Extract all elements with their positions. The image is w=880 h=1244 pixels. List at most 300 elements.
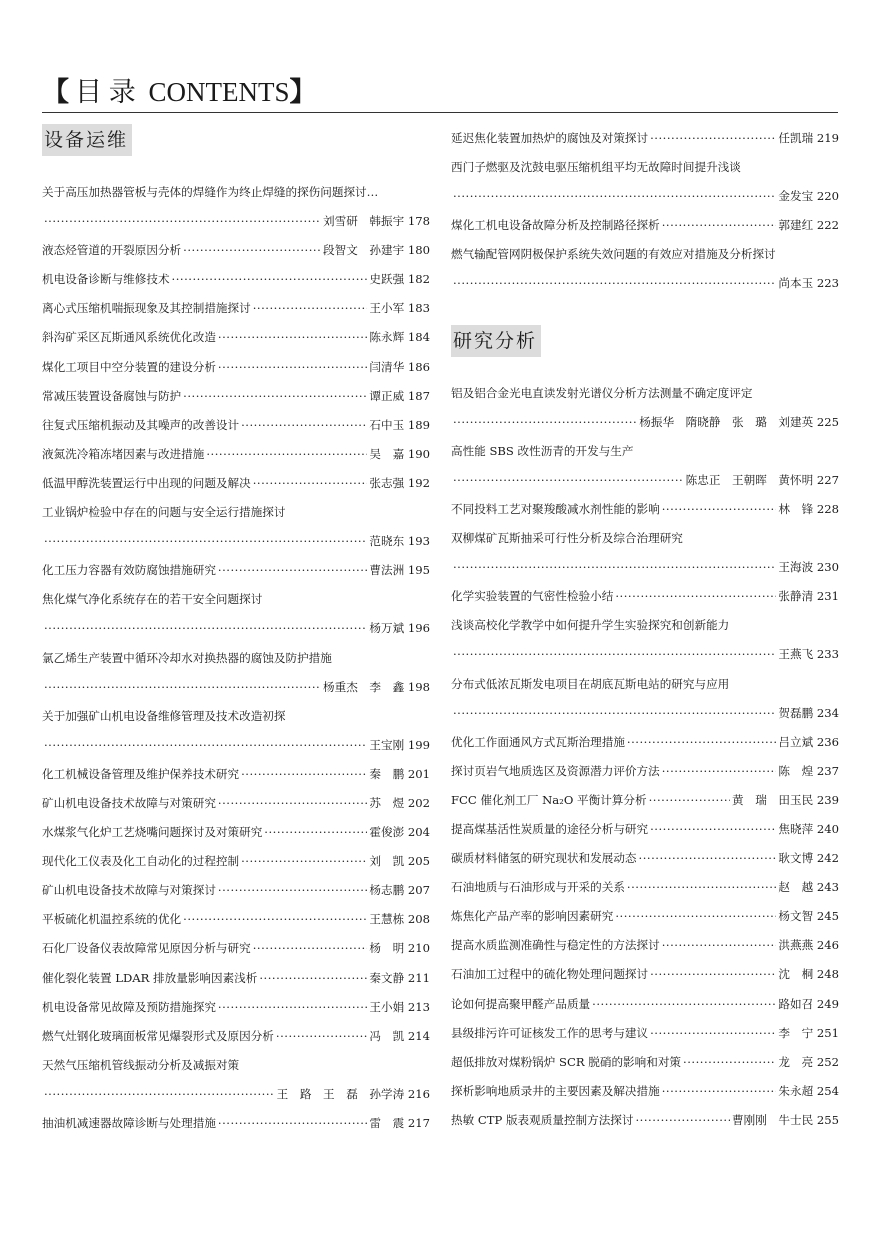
- entry-authors: 洪燕燕: [778, 938, 814, 953]
- dot-leader: [662, 495, 777, 524]
- entry-authors: 尚本玉: [778, 276, 814, 291]
- entry-title: 机电设备常见故障及预防措施探究: [42, 999, 216, 1014]
- toc-entry[interactable]: [42, 556, 430, 585]
- entry-byline: [369, 847, 430, 876]
- entry-page-number: 219: [816, 131, 839, 145]
- toc-entry[interactable]: [42, 236, 430, 265]
- dot-leader: [650, 1019, 776, 1048]
- entry-page-number: 251: [816, 1025, 839, 1040]
- toc-entry[interactable]: [42, 964, 430, 993]
- dot-leader: [639, 844, 777, 873]
- entry-title: 提高煤基活性炭质量的途径分析与研究: [451, 821, 649, 836]
- entry-authors: 朱永超: [778, 1083, 814, 1098]
- entry-authors: 杨万斌: [369, 621, 405, 636]
- dot-leader: [662, 931, 777, 960]
- entry-authors: 冯 凯: [369, 1028, 405, 1043]
- entry-title: FCC 催化剂工厂 Na₂O 平衡计算分析: [451, 792, 647, 807]
- entry-page-number: 208: [407, 912, 430, 927]
- entry-byline: [778, 1019, 839, 1048]
- entry-byline: [778, 931, 839, 960]
- dot-leader: [276, 1022, 367, 1051]
- entry-page-number: 240: [816, 821, 839, 836]
- entry-title: 煤化工机电设备故障分析及控制路径探析: [451, 218, 660, 233]
- entry-authors: 霍俊澎: [369, 825, 405, 840]
- entry-byline: [778, 873, 839, 902]
- dot-leader: [218, 876, 367, 905]
- entry-byline: [778, 815, 839, 844]
- entry-page-number: 217: [407, 1116, 430, 1130]
- entry-authors: 龙 亮: [778, 1054, 814, 1069]
- dot-leader: [627, 873, 776, 902]
- toc-entry[interactable]: [42, 294, 430, 323]
- toc-entry[interactable]: [451, 1019, 839, 1048]
- entry-page-number: 216: [407, 1086, 430, 1101]
- entry-page-number: 237: [816, 763, 839, 778]
- entry-byline: [778, 269, 839, 298]
- entry-title: 抽油机减速器故障诊断与处理措施: [42, 1116, 216, 1130]
- dot-leader: [253, 294, 368, 323]
- entry-authors: 陈忠正 王朝晖 黄怀明: [685, 472, 814, 487]
- entry-title: 探讨页岩气地质选区及资源潜力评价方法: [451, 763, 660, 778]
- entry-page-number: 180: [407, 243, 430, 258]
- entry-authors: 张志强: [369, 475, 405, 490]
- entry-byline: [369, 964, 430, 993]
- entry-list: [451, 124, 839, 299]
- entry-authors: 任凯瑞: [778, 131, 814, 145]
- toc-entry[interactable]: [42, 876, 430, 905]
- entry-byline: [277, 1080, 430, 1109]
- entry-title: 现代化工仪表及化工自动化的过程控制: [42, 854, 240, 869]
- entry-title: 水煤浆气化炉工艺烧嘴问题探讨及对策研究: [42, 825, 263, 840]
- toc-entry[interactable]: [451, 524, 839, 582]
- toc-entry[interactable]: [42, 323, 430, 352]
- dot-leader: [218, 323, 367, 352]
- entry-title: 常减压装置设备腐蚀与防护: [42, 388, 182, 403]
- toc-entry[interactable]: [451, 1106, 839, 1135]
- title-en: CONTENTS: [148, 77, 290, 107]
- dot-leader: [253, 469, 368, 498]
- dot-leader: [206, 440, 367, 469]
- entry-page-number: 230: [816, 560, 839, 575]
- entry-title: 碳质材料储氢的研究现状和发展动态: [451, 851, 637, 866]
- entry-page-number: 205: [407, 854, 430, 869]
- entry-authors: 杨 明: [369, 941, 405, 956]
- header-divider: [42, 112, 838, 113]
- entry-byline: [778, 757, 839, 786]
- entry-byline: [778, 182, 839, 211]
- entry-title: 优化工作面通风方式瓦斯治理措施: [451, 734, 625, 749]
- entry-page-number: 199: [407, 737, 430, 752]
- entry-authors: 刘雪研 韩振宇: [323, 214, 405, 229]
- entry-page-number: 190: [407, 446, 430, 461]
- toc-entry[interactable]: [42, 353, 430, 382]
- entry-title: 延迟焦化装置加热炉的腐蚀及对策探讨: [451, 131, 649, 145]
- entry-authors: 苏 煜: [369, 795, 405, 810]
- toc-entry[interactable]: [451, 990, 839, 1019]
- entry-byline: [369, 294, 430, 323]
- toc-entry[interactable]: [451, 728, 839, 757]
- toc-entry[interactable]: [42, 818, 430, 847]
- entry-title: 关于高压加热器管板与壳体的焊缝作为终止焊缝的探伤问题探讨…: [42, 185, 379, 199]
- entry-authors: 刘 凯: [369, 854, 405, 869]
- entry-byline: [323, 236, 430, 265]
- dot-leader: [453, 269, 776, 298]
- entry-page-number: 231: [816, 589, 839, 604]
- entry-byline: [686, 466, 839, 495]
- entry-page-number: 192: [407, 475, 430, 490]
- entry-title: 石化厂设备仪表故障常见原因分析与研究: [42, 941, 251, 956]
- entry-page-number: 211: [407, 970, 430, 985]
- dot-leader: [453, 553, 776, 582]
- entry-authors: 段智文 孙建宇: [323, 243, 405, 258]
- dot-leader: [218, 789, 367, 818]
- toc-entry[interactable]: [451, 1048, 839, 1077]
- toc-entry[interactable]: [451, 611, 839, 669]
- entry-authors: 谭正威: [369, 388, 405, 403]
- toc-entry[interactable]: [42, 411, 430, 440]
- dot-leader: [662, 757, 777, 786]
- entry-byline: [778, 844, 839, 873]
- toc-entry[interactable]: [42, 847, 430, 876]
- right-column: [451, 124, 839, 1135]
- entry-authors: 王宝刚: [369, 737, 405, 752]
- entry-page-number: 213: [407, 999, 430, 1014]
- entry-page-number: 204: [407, 825, 430, 840]
- entry-page-number: 207: [407, 883, 430, 898]
- dot-leader: [218, 556, 367, 585]
- dot-leader: [183, 236, 321, 265]
- dot-leader: [183, 905, 367, 934]
- entry-page-number: 245: [816, 909, 839, 924]
- entry-byline: [369, 1109, 430, 1138]
- dot-leader: [218, 353, 367, 382]
- entry-authors: 王小军: [369, 301, 405, 316]
- dot-leader: [44, 527, 367, 556]
- entry-page-number: 242: [816, 851, 839, 866]
- entry-authors: 曹法洲: [369, 563, 405, 578]
- entry-title: 燃气输配管网阴极保护系统失效问题的有效应对措施及分析探讨: [451, 247, 776, 262]
- entry-byline: [323, 207, 430, 236]
- entry-authors: 雷 震: [369, 1116, 405, 1130]
- entry-byline: [369, 818, 430, 847]
- entry-page-number: 201: [407, 766, 430, 781]
- toc-entry[interactable]: [42, 993, 430, 1022]
- entry-byline: [778, 1048, 839, 1077]
- dot-leader: [44, 731, 367, 760]
- entry-title: 催化裂化装置 LDAR 排放量影响因素浅析: [42, 970, 258, 985]
- entry-page-number: 184: [407, 330, 430, 345]
- entry-authors: 杨振华 隋晓静 张 璐 刘建英: [639, 414, 814, 429]
- title-bracket-close: 】: [289, 77, 317, 107]
- entry-authors: 王海波: [778, 560, 814, 575]
- toc-entry[interactable]: [42, 1109, 430, 1138]
- entry-title: 关于加强矿山机电设备维修管理及技术改造初探: [42, 708, 286, 723]
- entry-authors: 赵 越: [778, 880, 814, 895]
- toc-entry[interactable]: [451, 240, 839, 298]
- entry-authors: 陈永辉: [369, 330, 405, 345]
- entry-title: 机电设备诊断与维修技术: [42, 272, 170, 287]
- entry-page-number: 243: [816, 880, 839, 895]
- entry-title: 提高水质监测准确性与稳定性的方法探讨: [451, 938, 660, 953]
- entry-authors: 杨志鹏: [369, 883, 405, 898]
- entry-page-number: 182: [407, 272, 430, 287]
- entry-title: 平板硫化机温控系统的优化: [42, 912, 182, 927]
- toc-entry[interactable]: [451, 786, 839, 815]
- dot-leader: [615, 582, 776, 611]
- toc-entry[interactable]: [451, 495, 839, 524]
- entry-page-number: 187: [407, 388, 430, 403]
- entry-title: 低温甲醇洗装置运行中出现的问题及解决: [42, 475, 251, 490]
- entry-byline: [639, 408, 839, 437]
- toc-entry[interactable]: [451, 844, 839, 873]
- entry-byline: [778, 699, 839, 728]
- toc-entry[interactable]: [451, 931, 839, 960]
- entry-title: 斜沟矿采区瓦斯通风系统优化改造: [42, 330, 216, 345]
- toc-entry[interactable]: [451, 1077, 839, 1106]
- entry-authors: 杨重杰 李 鑫: [323, 679, 405, 694]
- toc-entry[interactable]: [451, 960, 839, 989]
- dot-leader: [453, 640, 776, 669]
- entry-authors: 秦 鹏: [369, 766, 405, 781]
- entry-title: 化工压力容器有效防腐蚀措施研究: [42, 563, 216, 578]
- toc-entry[interactable]: [42, 265, 430, 294]
- dot-leader: [241, 411, 367, 440]
- entry-page-number: 222: [816, 218, 839, 233]
- dot-leader: [44, 673, 321, 702]
- entry-title: 天然气压缩机管线振动分析及减振对策: [42, 1057, 240, 1072]
- dot-leader: [172, 265, 368, 294]
- dot-leader: [453, 408, 637, 437]
- entry-list: [451, 379, 839, 1135]
- entry-title: 离心式压缩机喘振现象及其控制措施探讨: [42, 301, 251, 316]
- entry-byline: [778, 640, 839, 669]
- entry-title: 不同投料工艺对聚羧酸减水剂性能的影响: [451, 501, 660, 516]
- toc-entry[interactable]: [42, 644, 430, 702]
- dot-leader: [241, 847, 367, 876]
- dot-leader: [662, 211, 777, 240]
- entry-authors: 黄 瑞 田玉民: [732, 792, 814, 807]
- dot-leader: [44, 207, 321, 236]
- left-column: [42, 124, 430, 1138]
- dot-leader: [650, 960, 776, 989]
- entry-byline: [369, 760, 430, 789]
- entry-byline: [369, 876, 430, 905]
- entry-byline: [369, 731, 430, 760]
- toc-entry[interactable]: [451, 582, 839, 611]
- toc-entry[interactable]: [42, 905, 430, 934]
- entry-authors: 焦晓萍: [778, 821, 814, 836]
- entry-byline: [778, 728, 839, 757]
- entry-authors: 李 宁: [778, 1025, 814, 1040]
- entry-title: 焦化煤气净化系统存在的若干安全问题探讨: [42, 592, 263, 607]
- entry-title: 氯乙烯生产装置中循环冷却水对换热器的腐蚀及防护措施: [42, 650, 332, 665]
- toc-entry[interactable]: [42, 585, 430, 643]
- dot-leader: [683, 1048, 776, 1077]
- entry-authors: 吕立斌: [778, 734, 814, 749]
- entry-byline: [369, 353, 430, 382]
- entry-page-number: 210: [407, 941, 430, 956]
- entry-page-number: 236: [816, 734, 839, 749]
- toc-entry[interactable]: [451, 670, 839, 728]
- dot-leader: [218, 1109, 367, 1138]
- entry-byline: [778, 124, 839, 153]
- dot-leader: [264, 818, 367, 847]
- dot-leader: [241, 760, 367, 789]
- entry-page-number: 228: [816, 501, 839, 516]
- entry-page-number: 225: [816, 414, 839, 429]
- entry-byline: [778, 495, 839, 524]
- toc-entry[interactable]: [451, 153, 839, 211]
- entry-page-number: 183: [407, 301, 430, 316]
- entry-byline: [369, 1022, 430, 1051]
- entry-byline: [778, 960, 839, 989]
- dot-leader: [650, 815, 776, 844]
- entry-authors: 王小娟: [369, 999, 405, 1014]
- dot-leader: [453, 699, 776, 728]
- toc-entry[interactable]: [42, 382, 430, 411]
- entry-title: 炼焦化产品产率的影响因素研究: [451, 909, 614, 924]
- title-bracket-open: 【: [42, 77, 69, 107]
- dot-leader: [615, 902, 776, 931]
- entry-byline: [369, 440, 430, 469]
- entry-byline: [369, 265, 430, 294]
- entry-authors: 范晓东: [369, 534, 405, 549]
- entry-byline: [778, 1077, 839, 1106]
- entry-byline: [369, 469, 430, 498]
- entry-list: [42, 178, 430, 1138]
- entry-authors: 王燕飞: [778, 647, 814, 662]
- entry-title: 工业锅炉检验中存在的问题与安全运行措施探讨: [42, 505, 286, 520]
- entry-authors: 耿文博: [778, 851, 814, 866]
- entry-byline: [369, 934, 430, 963]
- entry-byline: [732, 786, 839, 815]
- entry-byline: [369, 789, 430, 818]
- entry-page-number: 254: [816, 1083, 839, 1098]
- entry-title: 浅谈高校化学教学中如何提升学生实验探究和创新能力: [451, 618, 730, 633]
- entry-authors: 石中玉: [369, 417, 405, 432]
- toc-entry[interactable]: [42, 469, 430, 498]
- entry-authors: 秦文静: [369, 970, 405, 985]
- entry-authors: 曹刚刚 牛士民: [732, 1112, 814, 1127]
- entry-authors: 金发宝: [778, 189, 814, 204]
- toc-entry[interactable]: [451, 124, 839, 153]
- entry-byline: [778, 902, 839, 931]
- entry-authors: 张静清: [778, 589, 814, 604]
- entry-authors: 郭建红: [778, 218, 814, 233]
- entry-byline: [369, 323, 430, 352]
- entry-byline: [369, 527, 430, 556]
- entry-title: 化学实验装置的气密性检验小结: [451, 589, 614, 604]
- entry-title: 液态烃管道的开裂原因分析: [42, 243, 182, 258]
- toc-entry[interactable]: [42, 498, 430, 556]
- entry-authors: 杨文智: [778, 909, 814, 924]
- dot-leader: [649, 786, 730, 815]
- dot-leader: [218, 993, 367, 1022]
- entry-byline: [323, 673, 430, 702]
- dot-leader: [44, 614, 367, 643]
- entry-title: 燃气灶钢化玻璃面板常见爆裂形式及原因分析: [42, 1028, 274, 1043]
- dot-leader: [453, 466, 684, 495]
- entry-authors: 史跃强: [369, 272, 405, 287]
- entry-page-number: 196: [407, 621, 430, 636]
- entry-authors: 路如召: [778, 996, 814, 1011]
- dot-leader: [44, 1080, 275, 1109]
- dot-leader: [253, 934, 368, 963]
- entry-page-number: 189: [407, 417, 430, 432]
- entry-page-number: 198: [407, 679, 430, 694]
- entry-authors: 吴 嘉: [369, 446, 405, 461]
- title-cn: 目 录: [75, 77, 136, 107]
- entry-byline: [778, 211, 839, 240]
- toc-entry[interactable]: [42, 702, 430, 760]
- entry-page-number: 220: [816, 189, 839, 204]
- toc-entry[interactable]: [42, 440, 430, 469]
- entry-title: 论如何提高聚甲醛产品质量: [451, 996, 591, 1011]
- toc-entry[interactable]: [42, 1051, 430, 1109]
- toc-entry[interactable]: [42, 760, 430, 789]
- dot-leader: [259, 964, 367, 993]
- section-title: 设备运维: [42, 124, 132, 156]
- entry-authors: 贺磊鹏: [778, 705, 814, 720]
- dot-leader: [453, 182, 776, 211]
- entry-page-number: 249: [816, 996, 839, 1011]
- dot-leader: [636, 1106, 731, 1135]
- entry-byline: [369, 382, 430, 411]
- entry-page-number: 195: [407, 563, 430, 578]
- toc-entry[interactable]: [451, 211, 839, 240]
- entry-title: 化工机械设备管理及维护保养技术研究: [42, 766, 240, 781]
- entry-title: 矿山机电设备技术故障与对策研究: [42, 795, 216, 810]
- toc-entry[interactable]: [42, 178, 430, 236]
- toc-entry[interactable]: [42, 934, 430, 963]
- toc-entry[interactable]: [42, 1022, 430, 1051]
- entry-byline: [369, 556, 430, 585]
- entry-title: 高性能 SBS 改性沥青的开发与生产: [451, 443, 634, 458]
- page-title: [42, 70, 317, 109]
- toc-entry[interactable]: [451, 873, 839, 902]
- toc-entry[interactable]: [42, 789, 430, 818]
- toc-entry[interactable]: [451, 757, 839, 786]
- entry-byline: [369, 614, 430, 643]
- entry-title: 热敏 CTP 版表观质量控制方法探讨: [451, 1112, 634, 1127]
- entry-authors: 陈 煌: [778, 763, 814, 778]
- entry-page-number: 248: [816, 967, 839, 982]
- entry-authors: 闫清华: [369, 359, 405, 374]
- toc-entry[interactable]: [451, 815, 839, 844]
- entry-authors: 王慧栋: [369, 912, 405, 927]
- entry-title: 煤化工项目中空分装置的建设分析: [42, 359, 216, 374]
- section-title: 研究分析: [451, 325, 541, 357]
- entry-title: 石油加工过程中的硫化物处理问题探讨: [451, 967, 649, 982]
- entry-page-number: 239: [816, 792, 839, 807]
- entry-title: 探析影响地质录井的主要因素及解决措施: [451, 1083, 660, 1098]
- entry-title: 县级排污许可证核发工作的思考与建议: [451, 1025, 649, 1040]
- toc-entry[interactable]: [451, 902, 839, 931]
- dot-leader: [662, 1077, 777, 1106]
- toc-entry[interactable]: [451, 379, 839, 437]
- entry-byline: [732, 1106, 839, 1135]
- entry-title: 液氮洗冷箱冻堵因素与改进措施: [42, 446, 205, 461]
- entry-page-number: 178: [407, 214, 430, 229]
- entry-page-number: 227: [816, 472, 839, 487]
- dot-leader: [650, 124, 776, 153]
- entry-page-number: 223: [816, 276, 839, 291]
- entry-byline: [778, 582, 839, 611]
- entry-byline: [369, 905, 430, 934]
- section-research: [451, 325, 839, 1135]
- toc-entry[interactable]: [451, 437, 839, 495]
- entry-title: 超低排放对煤粉锅炉 SCR 脱硝的影响和对策: [451, 1054, 682, 1069]
